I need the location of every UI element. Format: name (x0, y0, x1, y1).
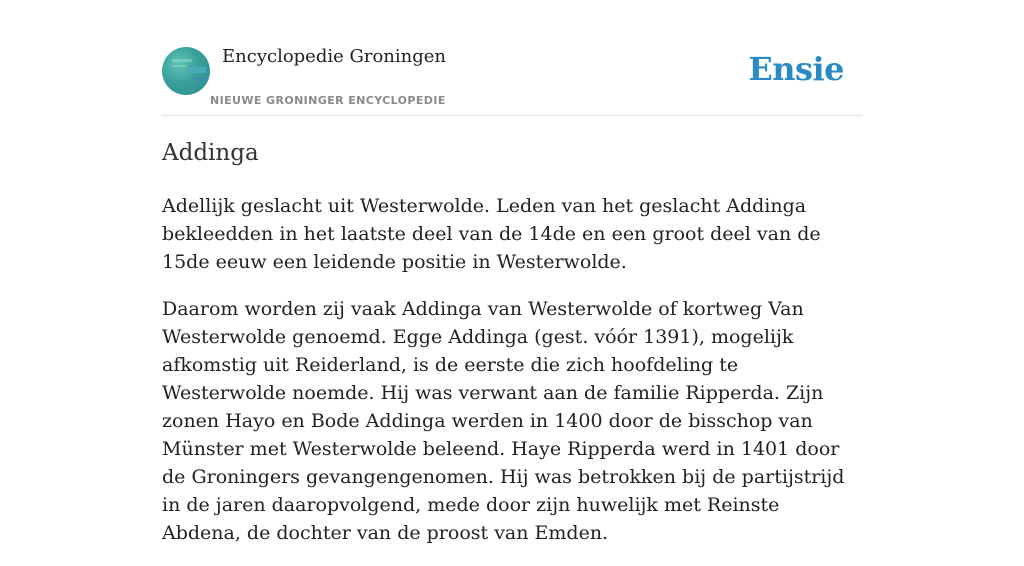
site-name[interactable]: Encyclopedie Groningen (222, 46, 447, 67)
article-paragraph: Daarom worden zij vaak Addinga van Westerwolde of kortweg Van Westerwolde genoemd. Egge Addinga (gest. vóór 1391), mogelijk afkomstig uit Reiderland, is de eerste die zich hoofdeling te Westerwolde noemde. Hij was verwant aan de familie Ripperda. Zijn zonen Hayo en Bode Addinga werden in 1400 door de bisschop van Münster met Westerwolde beleend. Haye Ripperda werd in 1401 door de Groningers gevangengenomen. Hij was betrokken bij de partijstrijd in de jaren daaropvolgend, mede door zijn huwelijk met Reinste Abdena, de dochter van de proost van Emden. (162, 298, 845, 544)
article-paragraph: Adellijk geslacht uit Westerwolde. Leden van het geslacht Addinga bekleedden in het laatste deel van de 14de en een groot deel van de 15de eeuw een leidende positie in Westerwolde. (162, 195, 821, 273)
header-divider (162, 115, 862, 116)
brand-logo[interactable]: Ensie (748, 50, 844, 88)
encyclopedia-logo-icon[interactable] (162, 47, 210, 95)
article-body (162, 192, 862, 566)
logo-detail (172, 65, 186, 67)
page (162, 0, 862, 544)
logo-detail (192, 77, 206, 81)
logo-detail (188, 67, 206, 73)
article-title: Addinga (162, 140, 259, 166)
logo-detail (172, 59, 192, 62)
site-tagline: NIEUWE GRONINGER ENCYCLOPEDIE (210, 94, 446, 107)
